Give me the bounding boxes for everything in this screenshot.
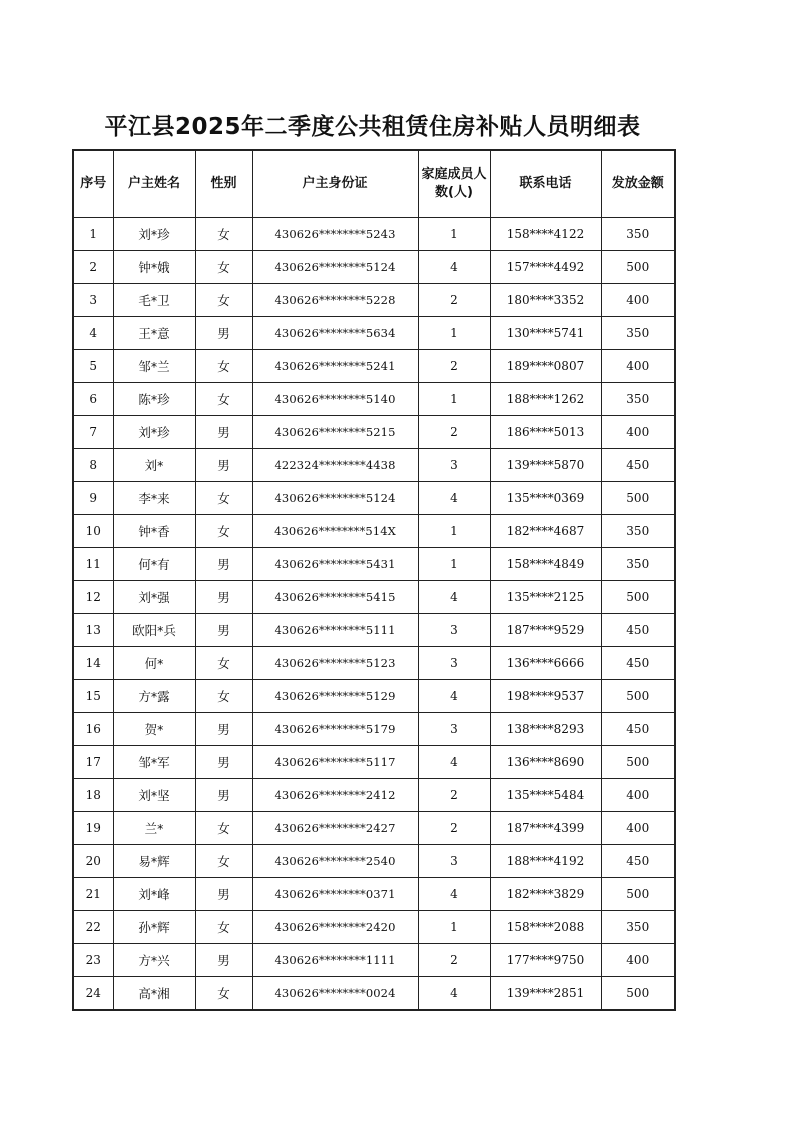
cell-index: 15	[73, 680, 113, 713]
cell-name: 方*兴	[113, 944, 195, 977]
cell-gender: 男	[195, 614, 252, 647]
cell-family-members: 2	[418, 350, 490, 383]
cell-gender: 女	[195, 911, 252, 944]
cell-phone: 186****5013	[490, 416, 601, 449]
cell-name: 刘*峰	[113, 878, 195, 911]
cell-id-card: 430626********5634	[252, 317, 418, 350]
cell-index: 24	[73, 977, 113, 1011]
cell-gender: 女	[195, 482, 252, 515]
table-row	[73, 845, 675, 878]
cell-family-members: 4	[418, 878, 490, 911]
cell-gender: 男	[195, 944, 252, 977]
cell-index: 3	[73, 284, 113, 317]
cell-id-card: 430626********2412	[252, 779, 418, 812]
table-row	[73, 482, 675, 515]
cell-id-card: 430626********5124	[252, 251, 418, 284]
table-row	[73, 647, 675, 680]
table-row	[73, 515, 675, 548]
cell-id-card: 430626********5215	[252, 416, 418, 449]
cell-index: 10	[73, 515, 113, 548]
cell-phone: 177****9750	[490, 944, 601, 977]
cell-name: 何*有	[113, 548, 195, 581]
table-row	[73, 317, 675, 350]
table-body	[73, 218, 675, 1011]
cell-name: 钟*香	[113, 515, 195, 548]
table-row	[73, 581, 675, 614]
cell-id-card: 430626********5241	[252, 350, 418, 383]
cell-phone: 136****8690	[490, 746, 601, 779]
cell-family-members: 2	[418, 779, 490, 812]
cell-phone: 182****3829	[490, 878, 601, 911]
cell-phone: 188****1262	[490, 383, 601, 416]
cell-index: 8	[73, 449, 113, 482]
cell-gender: 女	[195, 680, 252, 713]
table-header-row	[73, 150, 675, 218]
cell-gender: 女	[195, 218, 252, 251]
cell-id-card: 430626********2427	[252, 812, 418, 845]
column-header-family-members: 家庭成员人数(人)	[418, 150, 490, 218]
column-header-index: 序号	[73, 150, 113, 218]
cell-phone: 139****2851	[490, 977, 601, 1011]
cell-name: 邹*军	[113, 746, 195, 779]
cell-id-card: 430626********5243	[252, 218, 418, 251]
cell-name: 钟*娥	[113, 251, 195, 284]
document-title: 平江县2025年二季度公共租赁住房补贴人员明细表	[104, 114, 641, 140]
cell-amount: 400	[601, 944, 675, 977]
column-header-amount: 发放金额	[601, 150, 675, 218]
cell-amount: 450	[601, 614, 675, 647]
cell-index: 16	[73, 713, 113, 746]
cell-phone: 198****9537	[490, 680, 601, 713]
cell-id-card: 430626********5431	[252, 548, 418, 581]
cell-index: 13	[73, 614, 113, 647]
cell-index: 7	[73, 416, 113, 449]
table-row	[73, 284, 675, 317]
cell-name: 刘*珍	[113, 218, 195, 251]
cell-family-members: 1	[418, 911, 490, 944]
cell-id-card: 430626********5415	[252, 581, 418, 614]
cell-gender: 男	[195, 878, 252, 911]
cell-name: 易*辉	[113, 845, 195, 878]
cell-family-members: 4	[418, 581, 490, 614]
table-row	[73, 779, 675, 812]
cell-id-card: 430626********5140	[252, 383, 418, 416]
cell-phone: 135****5484	[490, 779, 601, 812]
cell-index: 19	[73, 812, 113, 845]
table-row	[73, 812, 675, 845]
cell-family-members: 3	[418, 845, 490, 878]
cell-amount: 400	[601, 812, 675, 845]
cell-index: 11	[73, 548, 113, 581]
cell-name: 王*意	[113, 317, 195, 350]
cell-phone: 158****4849	[490, 548, 601, 581]
cell-amount: 500	[601, 251, 675, 284]
cell-name: 毛*卫	[113, 284, 195, 317]
cell-amount: 400	[601, 416, 675, 449]
cell-phone: 180****3352	[490, 284, 601, 317]
cell-family-members: 2	[418, 944, 490, 977]
table-row	[73, 251, 675, 284]
cell-id-card: 430626********5123	[252, 647, 418, 680]
cell-phone: 138****8293	[490, 713, 601, 746]
cell-family-members: 4	[418, 680, 490, 713]
cell-family-members: 1	[418, 515, 490, 548]
cell-index: 23	[73, 944, 113, 977]
cell-gender: 女	[195, 350, 252, 383]
cell-family-members: 4	[418, 482, 490, 515]
column-header-gender: 性别	[195, 150, 252, 218]
cell-name: 兰*	[113, 812, 195, 845]
cell-phone: 158****4122	[490, 218, 601, 251]
cell-gender: 女	[195, 383, 252, 416]
cell-index: 1	[73, 218, 113, 251]
cell-name: 李*来	[113, 482, 195, 515]
column-header-id-card: 户主身份证	[252, 150, 418, 218]
cell-id-card: 430626********0024	[252, 977, 418, 1011]
cell-index: 5	[73, 350, 113, 383]
cell-amount: 500	[601, 482, 675, 515]
cell-phone: 139****5870	[490, 449, 601, 482]
cell-amount: 450	[601, 647, 675, 680]
cell-family-members: 3	[418, 713, 490, 746]
cell-phone: 136****6666	[490, 647, 601, 680]
cell-gender: 男	[195, 779, 252, 812]
cell-amount: 350	[601, 218, 675, 251]
cell-name: 贺*	[113, 713, 195, 746]
cell-family-members: 1	[418, 317, 490, 350]
cell-family-members: 4	[418, 977, 490, 1011]
cell-family-members: 3	[418, 647, 490, 680]
cell-amount: 450	[601, 845, 675, 878]
cell-gender: 男	[195, 317, 252, 350]
cell-phone: 182****4687	[490, 515, 601, 548]
cell-gender: 男	[195, 746, 252, 779]
cell-gender: 男	[195, 713, 252, 746]
table-row	[73, 416, 675, 449]
cell-name: 高*湘	[113, 977, 195, 1011]
cell-amount: 400	[601, 284, 675, 317]
cell-gender: 女	[195, 251, 252, 284]
cell-family-members: 1	[418, 548, 490, 581]
cell-index: 18	[73, 779, 113, 812]
table-row	[73, 977, 675, 1011]
cell-index: 4	[73, 317, 113, 350]
cell-id-card: 430626********5228	[252, 284, 418, 317]
table-row	[73, 218, 675, 251]
cell-name: 刘*坚	[113, 779, 195, 812]
cell-name: 孙*辉	[113, 911, 195, 944]
cell-gender: 女	[195, 845, 252, 878]
subsidy-table	[72, 149, 676, 1011]
table-row	[73, 614, 675, 647]
cell-index: 21	[73, 878, 113, 911]
cell-gender: 女	[195, 515, 252, 548]
cell-amount: 350	[601, 548, 675, 581]
cell-amount: 500	[601, 746, 675, 779]
cell-gender: 女	[195, 284, 252, 317]
cell-name: 刘*	[113, 449, 195, 482]
cell-amount: 400	[601, 350, 675, 383]
cell-amount: 450	[601, 713, 675, 746]
cell-gender: 女	[195, 812, 252, 845]
table-row	[73, 680, 675, 713]
cell-index: 20	[73, 845, 113, 878]
cell-gender: 男	[195, 581, 252, 614]
table-row	[73, 383, 675, 416]
cell-family-members: 4	[418, 251, 490, 284]
cell-id-card: 422324********4438	[252, 449, 418, 482]
cell-amount: 350	[601, 383, 675, 416]
cell-gender: 男	[195, 416, 252, 449]
cell-gender: 女	[195, 647, 252, 680]
table-row	[73, 878, 675, 911]
cell-index: 14	[73, 647, 113, 680]
cell-phone: 130****5741	[490, 317, 601, 350]
cell-id-card: 430626********0371	[252, 878, 418, 911]
cell-id-card: 430626********5179	[252, 713, 418, 746]
cell-phone: 135****2125	[490, 581, 601, 614]
cell-amount: 450	[601, 449, 675, 482]
cell-amount: 500	[601, 977, 675, 1011]
cell-name: 欧阳*兵	[113, 614, 195, 647]
cell-family-members: 1	[418, 383, 490, 416]
cell-name: 陈*珍	[113, 383, 195, 416]
cell-index: 2	[73, 251, 113, 284]
cell-amount: 500	[601, 581, 675, 614]
cell-family-members: 3	[418, 449, 490, 482]
cell-id-card: 430626********5117	[252, 746, 418, 779]
cell-gender: 女	[195, 977, 252, 1011]
cell-gender: 男	[195, 449, 252, 482]
cell-phone: 189****0807	[490, 350, 601, 383]
cell-id-card: 430626********2420	[252, 911, 418, 944]
cell-name: 刘*强	[113, 581, 195, 614]
table-row	[73, 911, 675, 944]
column-header-phone: 联系电话	[490, 150, 601, 218]
cell-family-members: 4	[418, 746, 490, 779]
cell-index: 6	[73, 383, 113, 416]
cell-name: 刘*珍	[113, 416, 195, 449]
cell-family-members: 2	[418, 812, 490, 845]
cell-gender: 男	[195, 548, 252, 581]
cell-id-card: 430626********514X	[252, 515, 418, 548]
cell-index: 22	[73, 911, 113, 944]
cell-phone: 187****9529	[490, 614, 601, 647]
cell-amount: 400	[601, 779, 675, 812]
cell-index: 12	[73, 581, 113, 614]
cell-family-members: 2	[418, 416, 490, 449]
table-row	[73, 449, 675, 482]
cell-phone: 188****4192	[490, 845, 601, 878]
cell-phone: 187****4399	[490, 812, 601, 845]
cell-family-members: 2	[418, 284, 490, 317]
cell-phone: 158****2088	[490, 911, 601, 944]
cell-index: 17	[73, 746, 113, 779]
cell-name: 邹*兰	[113, 350, 195, 383]
cell-phone: 157****4492	[490, 251, 601, 284]
column-header-name: 户主姓名	[113, 150, 195, 218]
cell-name: 方*露	[113, 680, 195, 713]
cell-id-card: 430626********5129	[252, 680, 418, 713]
cell-amount: 500	[601, 878, 675, 911]
table-row	[73, 713, 675, 746]
table-row	[73, 350, 675, 383]
cell-amount: 350	[601, 911, 675, 944]
cell-phone: 135****0369	[490, 482, 601, 515]
cell-family-members: 1	[418, 218, 490, 251]
cell-index: 9	[73, 482, 113, 515]
cell-amount: 350	[601, 515, 675, 548]
cell-family-members: 3	[418, 614, 490, 647]
cell-amount: 500	[601, 680, 675, 713]
table-row	[73, 944, 675, 977]
cell-amount: 350	[601, 317, 675, 350]
table-row	[73, 746, 675, 779]
table-row	[73, 548, 675, 581]
cell-id-card: 430626********5111	[252, 614, 418, 647]
cell-id-card: 430626********2540	[252, 845, 418, 878]
cell-id-card: 430626********5124	[252, 482, 418, 515]
cell-name: 何*	[113, 647, 195, 680]
cell-id-card: 430626********1111	[252, 944, 418, 977]
